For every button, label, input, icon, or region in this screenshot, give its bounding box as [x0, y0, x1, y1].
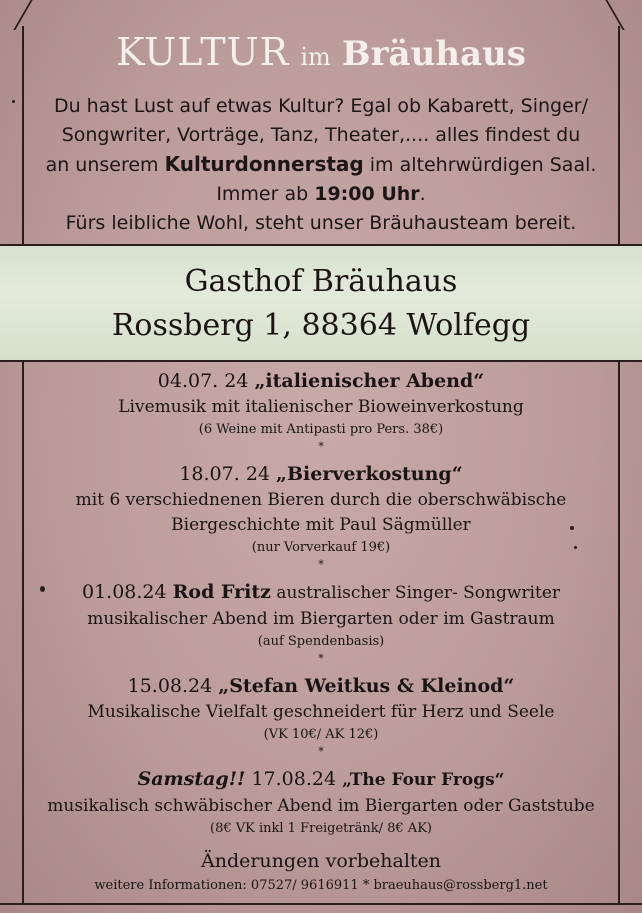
- venue-name: Gasthof Bräuhaus: [184, 264, 458, 299]
- event-price-note: (nur Vorverkauf 19€): [251, 540, 391, 555]
- contact-info: weitere Informationen: 07527/ 9616911 * braeuhaus@rossberg1.net: [94, 878, 548, 893]
- event-item: [30, 673, 612, 759]
- intro-text-part: Immer ab: [216, 183, 315, 205]
- intro-text: [20, 92, 622, 238]
- intro-line: Fürs leibliche Wohl, steht unser Bräuhausteam bereit.: [65, 212, 577, 234]
- event-heading: [30, 461, 612, 488]
- intro-text-part: .: [419, 183, 426, 205]
- event-item: [30, 368, 612, 454]
- event-heading: [30, 368, 612, 395]
- event-separator: *: [318, 558, 324, 571]
- event-date: 18.07. 24: [179, 463, 277, 485]
- event-separator: *: [318, 652, 324, 665]
- event-separator: *: [318, 745, 324, 758]
- event-price-note: (8€ VK inkl 1 Freigetränk/ 8€ AK): [210, 821, 432, 836]
- title-braeuhaus: Bräuhaus: [341, 34, 526, 74]
- event-list: [30, 368, 612, 839]
- frame-bottom-rule: [0, 903, 642, 905]
- event-description: Musikalische Vielfalt geschneidert für Herz und Seele: [87, 702, 555, 722]
- event-description: Livemusik mit italienischer Bioweinverkostung: [118, 397, 524, 417]
- intro-line: [20, 150, 622, 180]
- frame-top-right-diag: [605, 0, 624, 30]
- kulturdonnerstag-label: Kulturdonnerstag: [164, 152, 364, 176]
- event-title: „Stefan Weitkus & Kleinod“: [218, 675, 515, 697]
- event-prefix: Samstag!!: [137, 768, 246, 790]
- event-date: 01.08.24: [81, 581, 173, 603]
- venue-band: [0, 244, 642, 362]
- event-heading: [30, 579, 612, 607]
- event-description: Biergeschichte mit Paul Sägmüller: [171, 515, 471, 535]
- title-kultur: KULTUR: [116, 30, 290, 74]
- title-im: im: [300, 43, 331, 71]
- event-description: mit 6 verschiednenen Bieren durch die oberschwäbische: [75, 490, 567, 510]
- event-item: [30, 766, 612, 839]
- event-price-note: (VK 10€/ AK 12€): [263, 727, 379, 742]
- event-price-note: (auf Spendenbasis): [257, 634, 385, 649]
- event-heading: [30, 766, 612, 794]
- event-subtitle: australischer Singer- Songwriter: [270, 583, 561, 603]
- event-title: „Bierverkostung“: [276, 463, 463, 485]
- event-description: musikalischer Abend im Biergarten oder im Gastraum: [87, 609, 555, 629]
- event-price-note: (6 Weine mit Antipasti pro Pers. 38€): [198, 422, 444, 437]
- venue-address: Rossberg 1, 88364 Wolfegg: [111, 308, 531, 343]
- event-date: 17.08.24: [245, 768, 343, 790]
- poster-title: [0, 30, 642, 78]
- start-time: 19:00 Uhr: [314, 183, 420, 205]
- event-heading: [30, 673, 612, 700]
- event-date: 15.08.24: [127, 675, 219, 697]
- frame-right-bottom: [618, 358, 620, 903]
- intro-text-part: im altehrwürdigen Saal.: [363, 154, 597, 176]
- event-title: „The Four Frogs“: [342, 770, 505, 790]
- event-title: Rod Fritz: [172, 581, 271, 603]
- event-separator: *: [318, 440, 324, 453]
- intro-line: Du hast Lust auf etwas Kultur? Egal ob Kabarett, Singer/: [53, 95, 589, 117]
- frame-left-bottom: [22, 358, 24, 903]
- decor-speck: [12, 100, 15, 103]
- changes-reserved-note: Änderungen vorbehalten: [200, 850, 442, 872]
- event-item: [30, 579, 612, 666]
- intro-line: [20, 180, 622, 209]
- intro-text-part: an unserem: [45, 154, 165, 176]
- event-item: [30, 461, 612, 572]
- event-date: 04.07. 24: [157, 370, 255, 392]
- event-title: „italienischer Abend“: [254, 370, 485, 392]
- intro-line: Songwriter, Vorträge, Tanz, Theater,.... alles findest du: [61, 124, 581, 146]
- event-description: musikalisch schwäbischer Abend im Biergarten oder Gaststube: [47, 796, 595, 816]
